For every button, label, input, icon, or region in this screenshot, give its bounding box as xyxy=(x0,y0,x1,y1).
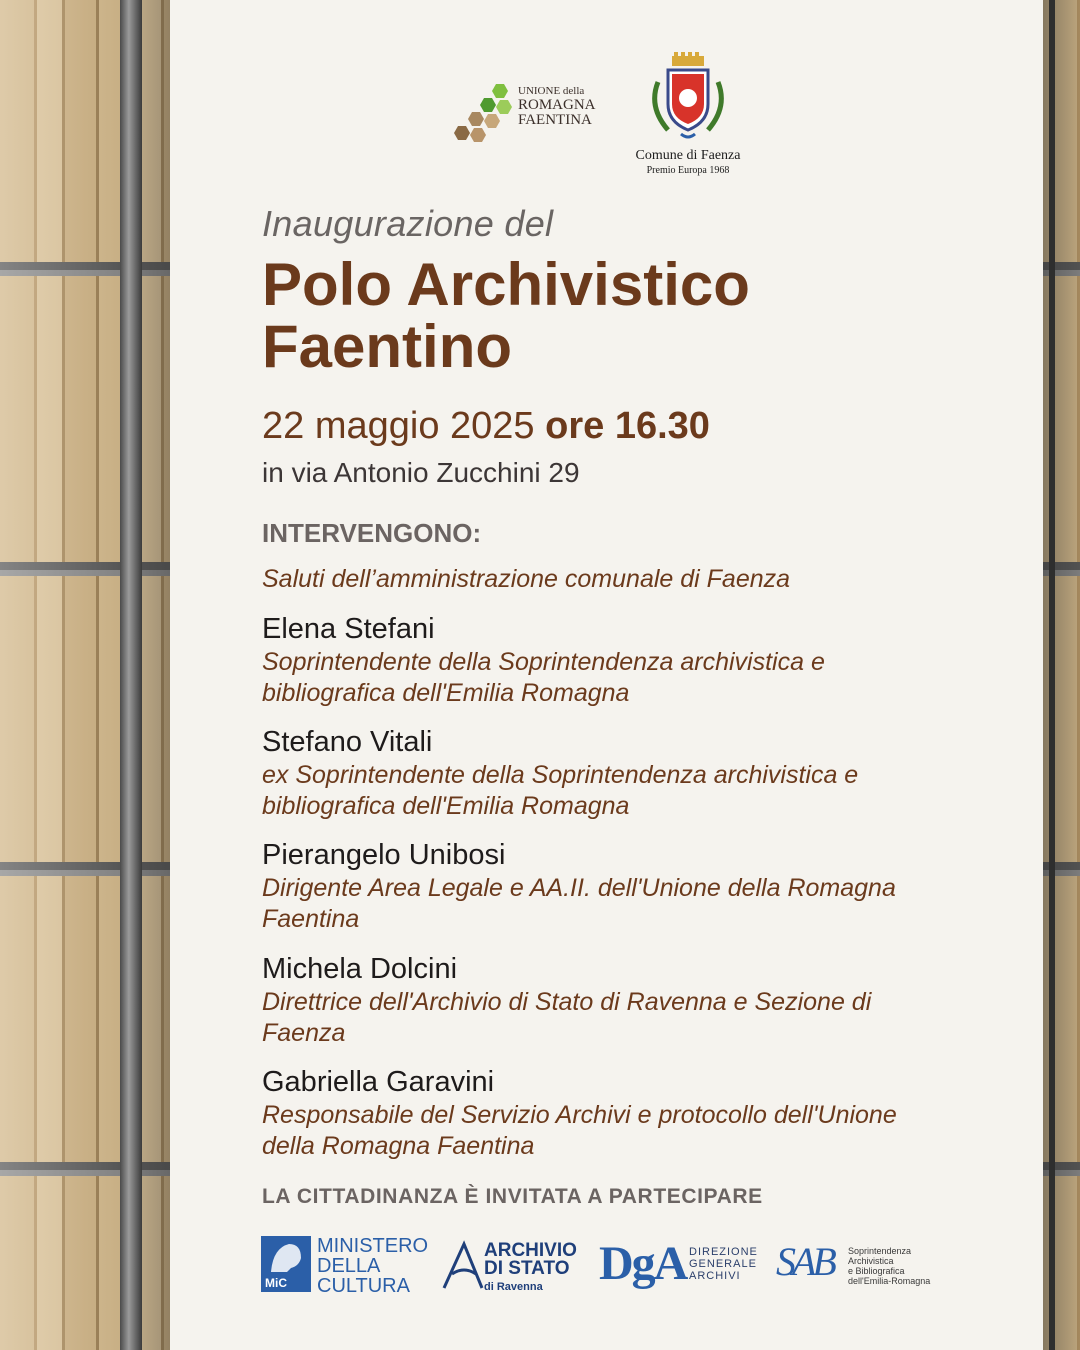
unione-logo-line2: ROMAGNA xyxy=(518,96,596,113)
soprintendenza-logo xyxy=(776,1236,946,1296)
mic-line3: CULTURA xyxy=(317,1275,410,1297)
speaker-name: Michela Dolcini xyxy=(262,953,458,985)
ministero-cultura-logo xyxy=(261,1236,431,1296)
intro-text: Inaugurazione del xyxy=(262,203,554,244)
sab-line1: Soprintendenza xyxy=(848,1246,912,1256)
mic-line1: MINISTERO xyxy=(317,1235,429,1257)
invitation-text: LA CITTADINANZA È INVITATA A PARTECIPARE xyxy=(262,1185,763,1208)
dga-line3: ARCHIVI xyxy=(689,1270,741,1282)
archive-shelf-photo-left xyxy=(0,0,170,1350)
comune-faenza-logo xyxy=(618,52,758,182)
event-date: 22 maggio 2025 xyxy=(262,405,535,447)
unione-romagna-faentina-logo xyxy=(448,82,618,148)
mic-line2: DELLA xyxy=(317,1255,381,1277)
greeting-text: Saluti dell’amministrazione comunale di Faenza xyxy=(262,565,791,593)
speaker-item xyxy=(262,725,942,822)
sab-line2: Archivistica xyxy=(848,1256,894,1266)
speaker-role: Dirigente Area Legale e AA.II. dell'Unione della Romagna Faentina xyxy=(262,874,896,933)
direzione-generale-archivi-logo xyxy=(599,1236,769,1296)
archive-shelf-photo-right xyxy=(1043,0,1080,1350)
archivio-line1: ARCHIVIO xyxy=(484,1240,577,1261)
speaker-name: Pierangelo Unibosi xyxy=(262,839,506,871)
speaker-item xyxy=(262,1065,942,1162)
hexagon-cluster-icon xyxy=(448,82,518,148)
invitation-panel xyxy=(170,0,1043,1350)
speaker-role: Soprintendente della Soprintendenza archivistica e bibliografica dell'Emilia Romagna xyxy=(262,648,825,707)
mic-tag: MiC xyxy=(265,1276,287,1290)
dga-mark: DgA xyxy=(599,1237,687,1290)
speaker-role: ex Soprintendente della Soprintendenza archivistica e bibliografica dell'Emilia Romagna xyxy=(262,761,859,820)
sab-line4: dell'Emilia-Romagna xyxy=(848,1276,931,1286)
unione-logo-line3: FAENTINA xyxy=(518,112,592,129)
archivio-line2: DI STATO xyxy=(484,1258,570,1279)
speaker-name: Stefano Vitali xyxy=(262,726,433,758)
archivio-stato-ravenna-logo xyxy=(442,1236,587,1296)
dga-line1: DIREZIONE xyxy=(689,1246,758,1258)
event-title-line2: Faentino xyxy=(262,313,512,380)
archive-triangle-icon xyxy=(442,1240,484,1292)
speaker-name: Gabriella Garavini xyxy=(262,1066,495,1098)
event-location: in via Antonio Zucchini 29 xyxy=(262,457,580,488)
archivio-line3: di Ravenna xyxy=(484,1281,543,1293)
comune-faenza-name: Comune di Faenza xyxy=(635,148,741,163)
speaker-item xyxy=(262,952,942,1049)
dga-line2: GENERALE xyxy=(689,1258,757,1270)
mic-emblem-icon xyxy=(261,1236,311,1292)
speaker-role: Responsabile del Servizio Archivi e protocollo dell'Unione della Romagna Faentina xyxy=(262,1101,897,1160)
unione-logo-line1: UNIONE della xyxy=(518,85,585,97)
sab-line3: e Bibliografica xyxy=(848,1266,905,1276)
event-datetime xyxy=(262,405,710,448)
event-title-line1: Polo Archivistico xyxy=(262,251,750,318)
comune-faenza-subtitle: Premio Europa 1968 xyxy=(646,165,730,176)
speaker-item xyxy=(262,838,942,935)
event-time: ore 16.30 xyxy=(545,405,710,447)
sab-mark: SAB xyxy=(776,1239,833,1284)
coat-of-arms-icon xyxy=(618,52,758,144)
speaker-role: Direttrice dell'Archivio di Stato di Ravenna e Sezione di Faenza xyxy=(262,988,872,1047)
speaker-item xyxy=(262,612,942,709)
speakers-heading: INTERVENGONO: xyxy=(262,518,482,548)
speaker-name: Elena Stefani xyxy=(262,613,435,645)
